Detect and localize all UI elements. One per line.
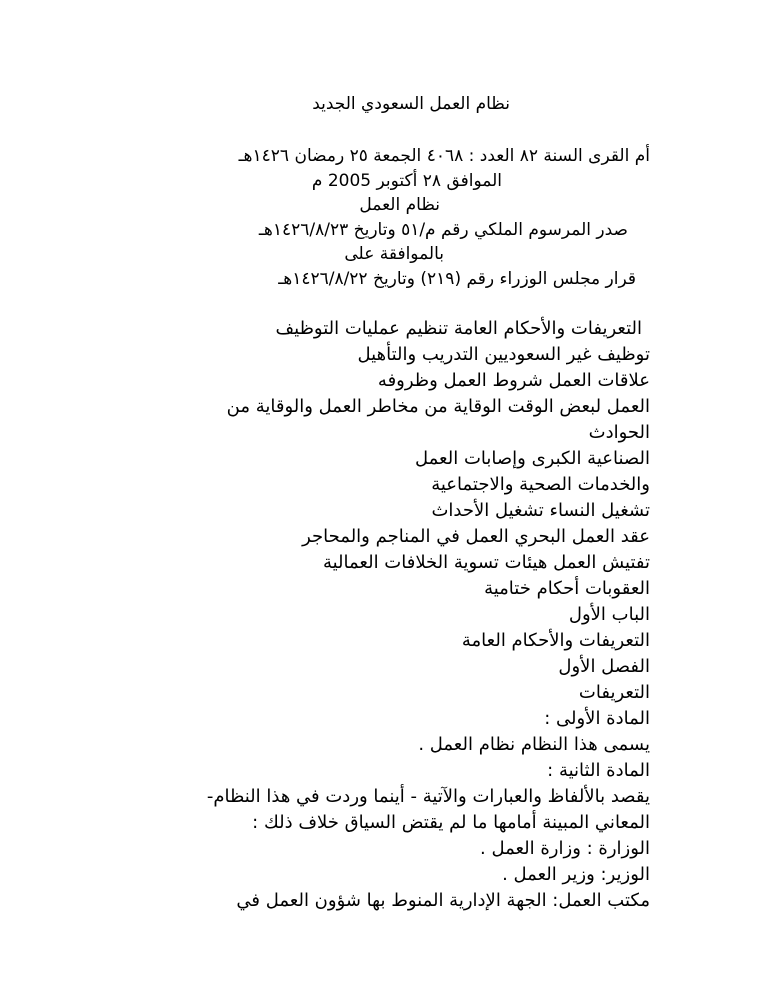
body-line-20: المعاني المبينة أمامها ما لم يقتض السياق خلاف ذلك : <box>252 812 650 833</box>
document-title: نظام العمل السعودي الجديد <box>312 94 510 114</box>
header-line-2: الموافق ٢٨ أكتوبر 2005 م <box>311 171 502 191</box>
body-line-12: الباب الأول <box>568 604 650 625</box>
body-line-21: الوزارة : وزارة العمل . <box>480 838 650 859</box>
header-line-3: نظام العمل <box>359 195 440 215</box>
body-line-10: تفتيش العمل هيئات تسوية الخلافات العمالية <box>322 552 650 573</box>
header-line-5: بالموافقة على <box>344 244 444 264</box>
body-line-1: التعريفات والأحكام العامة تنظيم عمليات التوظيف <box>275 318 642 339</box>
body-line-18: المادة الثانية : <box>547 760 650 781</box>
body-line-5: الحوادث <box>588 422 650 443</box>
header-line-4: صدر المرسوم الملكي رقم م/٥١ وتاريخ ١٤٢٦/٨/٢٣هـ <box>258 220 628 240</box>
body-line-23: مكتب العمل: الجهة الإدارية المنوط بها شؤون العمل في <box>236 890 650 911</box>
body-line-22: الوزير: وزير العمل . <box>502 864 650 885</box>
body-line-2: توظيف غير السعوديين التدريب والتأهيل <box>357 344 650 365</box>
body-line-19: يقصد بالألفاظ والعبارات والآتية - أينما وردت في هذا النظام- <box>206 786 650 807</box>
header-line-6: قرار مجلس الوزراء رقم (٢١٩) وتاريخ ١٤٢٦/٨/٢٢هـ <box>278 269 636 289</box>
body-line-8: تشغيل النساء تشغيل الأحداث <box>431 500 650 521</box>
body-line-17: يسمى هذا النظام نظام العمل . <box>418 734 650 755</box>
body-line-13: التعريفات والأحكام العامة <box>461 630 650 651</box>
body-line-14: الفصل الأول <box>558 656 650 677</box>
body-line-11: العقوبات أحكام ختامية <box>484 578 650 599</box>
body-line-4: العمل لبعض الوقت الوقاية من مخاطر العمل والوقاية من <box>226 396 650 417</box>
body-line-9: عقد العمل البحري العمل في المناجم والمحاجر <box>302 526 650 547</box>
body-line-6: الصناعية الكبرى وإصابات العمل <box>415 448 650 469</box>
body-line-16: المادة الأولى : <box>544 708 650 729</box>
body-line-15: التعريفات <box>578 682 650 703</box>
body-line-3: علاقات العمل شروط العمل وظروفه <box>377 370 650 391</box>
body-line-7: والخدمات الصحية والاجتماعية <box>431 474 650 495</box>
header-line-1: أم القرى السنة ٨٢ العدد : ٤٠٦٨ الجمعة ٢٥ رمضان ١٤٢٦هـ <box>238 146 650 166</box>
